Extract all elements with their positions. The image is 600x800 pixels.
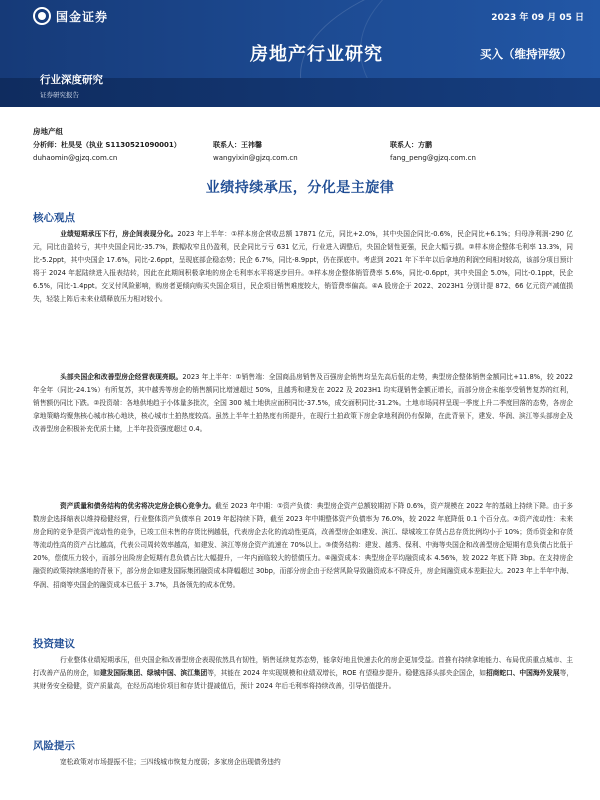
invest-picks-b: 招商蛇口、中国海外发展: [485, 669, 560, 678]
core-paragraph-2-lead: 头部央国企和改善型房企经营表现亮眼。: [60, 373, 183, 381]
lead-analyst-email[interactable]: duhaomin@gjzq.com.cn: [33, 154, 118, 162]
core-paragraph-1: [33, 228, 573, 307]
risk-paragraph: [33, 756, 573, 769]
report-title: 房地产行业研究: [250, 44, 383, 65]
report-subtype: 证券研究报告: [40, 91, 79, 99]
invest-text-a: 行业整体业绩短期承压，但央国企和改善型房企表现依然具有韧性，销售延续复苏态势，能拿好地且快速去化的房企更加受益。首推有持续拿地能力、布局优质重点城市、主打改善产品的房企，如: [33, 656, 573, 678]
contact-fang: 联系人：方鹏: [390, 141, 432, 149]
rating-badge: 买入（维持评级）: [480, 47, 572, 61]
report-header: [0, 0, 600, 107]
core-paragraph-2: [33, 371, 573, 436]
contact-fang-email[interactable]: fang_peng@gjzq.com.cn: [390, 154, 476, 162]
core-paragraph-1-body: 2023 年上半年：①样本房企营收总额 17871 亿元，同比+2.0%，其中央国企同比-0.6%，民企同比+6.1%；归母净利润-290 亿元，同比由盈转亏，其中央国企同比-35.7%，跌幅收窄且仍盈利，民企同比亏亏 631 亿元，行业进入调整后，央国企韧性更强，民企大幅亏损。②样本房企整体毛利率 13.3%，同比-5.2ppt，其中央国企 17.6%，同比-2.6ppt，呈现底部企稳态势；民企 6.7%，同比-8.9ppt，仍在探底中。考虑到 2021 年下半年以后拿地的利润空间相对较高，该部分项目预计将于 2024 年起陆续进入报表结转，因此在此期间积极拿地的房企毛利率水平将逐步回升。③样本房企整体销管费率 5.6%，同比-0.6ppt，其中央国企 5.0%，同比-0.1ppt，民企 6.5%，同比-1.4ppt。交叉付风险影响，购房者更倾向购买央国企项目，民企项目销售难度较大，销管费率偏高。④A 股房企于 2022、2023H1 分别计提 872、66 亿元资产减值损失，轻装上阵后未来业绩释放压力相对较小。: [33, 230, 573, 304]
lead-analyst: 分析师：杜昊旻（执业 S1130521090001）: [33, 141, 181, 149]
core-paragraph-3-body: 截至 2023 年中期：①资产负债：典型房企资产总额较期初下降 0.6%，资产规模在 2022 年的基础上持续下降。由于多数房企选择缩表以维持稳健经营，行业整体资产负债率自 2019 年起持续下降，截至 2023 年中期整体资产负债率为 76.0%，较 2022 年底降低 0.1 个百分点。②资产流动性：未来房企间的竞争是资产流动性的竞争，已竣工但未售的存货比例越低，代表房企去化的流动性更高，改善型房企如建发、滨江、绿城竣工存货占总存货比例均小于 10%；货币资金和存货等流动性高的资产占比越高，代表公司周转效率越高，如建发、滨江等房企资产流速在 70%以上。③债务结构：建发、越秀、保利、中海等央国企和改善型房企短期有息负债占比低于 20%，偿债压力较小，而部分出险房企短期有息负债占比大幅提升，一年内面临较大的偿债压力。④融资成本：典型房企平均融资成本 4.56%，较 2022 年底下降 3bp。在支持房企融资的政策持续落地的背景下，部分房企如建发国际集团融资成本降幅超过 30bp，而部分房企由于经营风险导致融资成本不降反升，房企间融资成本差距拉大。2023 年上半年中海、华润、招商等央国企的融资成本已低于 3.7%，具备领先的成本优势。: [33, 502, 574, 589]
report-type: 行业深度研究: [40, 74, 103, 86]
sector-label: 房地产组: [33, 127, 63, 136]
contact-wang: 联系人：王祎馨: [213, 141, 262, 149]
invest-text-c: 等，其财务安全稳健，资产质量高，在经历高地价项目和存货计提减值后，预计 2024 年后毛利率将持续改善，引导估值提升。: [33, 669, 574, 691]
logo-text: 国金证券: [56, 9, 109, 24]
invest-picks-a: 建发国际集团、绿城中国、滨江集团: [100, 669, 208, 678]
contact-wang-email[interactable]: wangyixin@gjzq.com.cn: [213, 154, 298, 162]
core-paragraph-3: [33, 500, 573, 592]
section-title-core: 核心观点: [33, 212, 75, 224]
logo-icon: [33, 7, 51, 25]
risk-text: 宽松政策对市场提振不佳；三四线城市恢复力度弱；多家房企出现债务违约: [60, 758, 281, 766]
core-paragraph-1-lead: 业绩短期承压下行，房企间表现分化。: [60, 230, 178, 238]
section-title-risk: 风险提示: [33, 740, 75, 752]
core-paragraph-2-body: 2023 年上半年：①销售端：全国商品房销售及百强房企销售均呈先高后低的走势，典型房企整体销售金额同比+11.8%，较 2022 年全年（同比-24.1%）有所复苏，其中越秀等房企的销售额同比增速超过 50%，且越秀和建发在 2022 及 2023H1 均实现销售金额正增长，而部分房企未能享受销售复苏的红利，销售额仍同比下跌。②投资端：各地供地趋于小体量多批次，全国 300 城土地供应面积同比-37.5%，成交面积同比-31.2%。土地市场同样呈现一季度上升二季度回落的态势，各房企拿地策略均聚焦核心城市核心地块，核心城市土拍热度较高。虽然上半年土拍热度有所提升，在现行土拍政策下房企拿地利润仍有保障，在此背景下，建发、华润、滨江等头部房企及改善型房企积极补充优质土储，上半年投资强度超过 0.4。: [33, 373, 573, 434]
section-title-invest: 投资建议: [33, 638, 75, 650]
invest-text-b: 等，其能在 2024 年实现规模和业绩双增长，ROE 有望稳步提升。稳健选择头部央企国企，如: [207, 669, 486, 678]
core-paragraph-3-lead: 资产质量和债务结构的优劣将决定房企核心竞争力。: [60, 502, 216, 510]
report-date: 2023 年 09 月 05 日: [491, 13, 584, 23]
invest-paragraph: [33, 654, 573, 693]
main-headline: 业绩持续承压，分化是主旋律: [205, 180, 395, 196]
brand-logo: [33, 7, 108, 25]
